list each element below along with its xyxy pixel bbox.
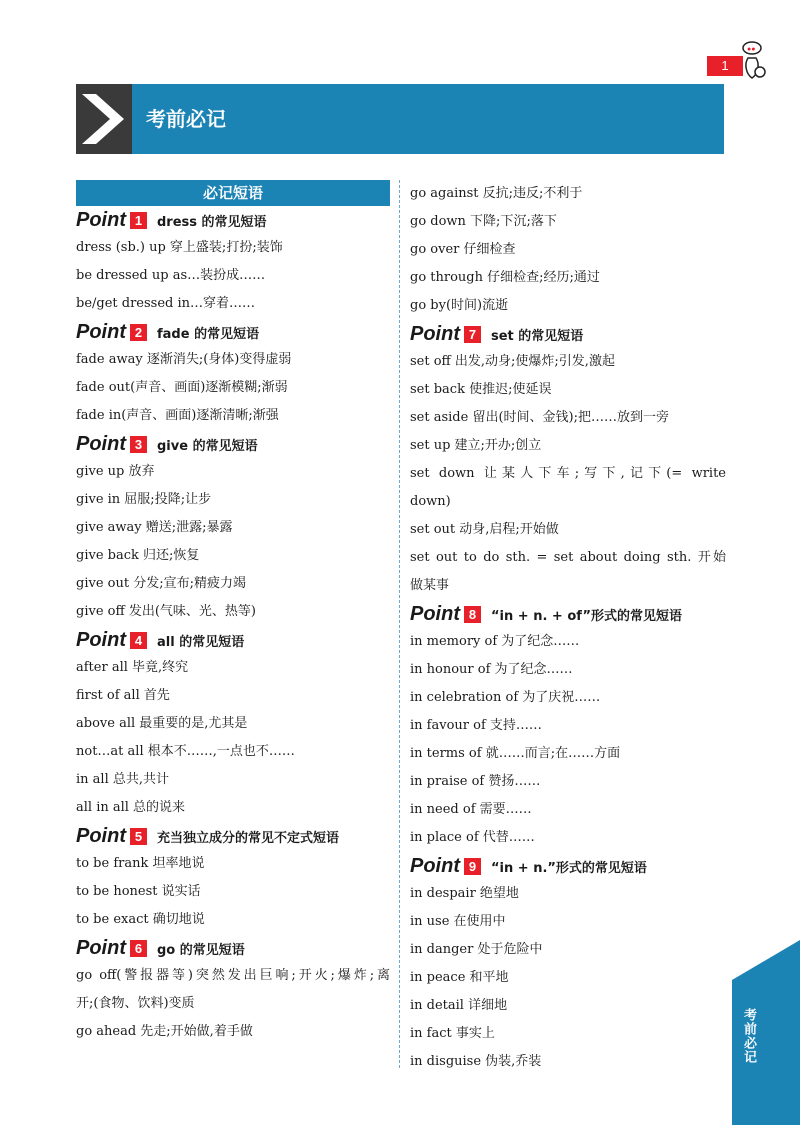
phrase-line: in fact 事实上 — [410, 1026, 495, 1041]
phrase-line: go ahead 先走;开始做,着手做 — [76, 1024, 253, 1039]
point-heading — [76, 430, 390, 458]
phrase-line: set down 让某人下车;写下,记下(= write — [410, 466, 726, 481]
point-number: 7 — [464, 326, 481, 343]
svg-text:●●: ●● — [747, 46, 756, 53]
phrase-line: in terms of 就……而言;在……方面 — [410, 746, 621, 761]
phrase-line: give off 发出(气味、光、热等) — [76, 604, 256, 619]
page-number: 1 — [707, 56, 743, 76]
phrase-line: go through 仔细检查;经历;通过 — [410, 270, 600, 285]
phrase-line: to be honest 说实话 — [76, 884, 201, 899]
phrase-line: in praise of 赞扬…… — [410, 774, 541, 789]
point-title: give 的常见短语 — [157, 438, 258, 454]
point-number: 9 — [464, 858, 481, 875]
phrase-line: go by(时间)流逝 — [410, 298, 509, 313]
point-heading — [410, 320, 726, 348]
left-column — [76, 180, 390, 1046]
banner-title: 考前必记 — [146, 107, 226, 131]
point-title: set 的常见短语 — [491, 328, 584, 344]
phrase-line: in memory of 为了纪念…… — [410, 634, 580, 649]
phrase-line: in use 在使用中 — [410, 914, 506, 929]
phrase-line: 开;(食物、饮料)变质 — [76, 996, 195, 1011]
right-column — [410, 180, 726, 1076]
point-title: “in + n.”形式的常见短语 — [491, 860, 647, 876]
phrase-line: in all 总共,共计 — [76, 772, 169, 787]
phrase-line: fade in(声音、画面)逐渐清晰;渐强 — [76, 408, 279, 423]
point-label: Point — [410, 854, 460, 877]
point-number: 3 — [130, 436, 147, 453]
point-title: “in + n. + of”形式的常见短语 — [491, 608, 683, 624]
point-title: 充当独立成分的常见不定式短语 — [157, 830, 340, 846]
banner-arrow-box — [76, 84, 132, 154]
point-heading — [76, 934, 390, 962]
phrase-line: in celebration of 为了庆祝…… — [410, 690, 601, 705]
phrase-line: set back 使推迟;使延误 — [410, 382, 552, 397]
phrase-line: be/get dressed in…穿着…… — [76, 296, 256, 311]
point-heading — [410, 852, 726, 880]
phrase-line: above all 最重要的是,尤其是 — [76, 716, 248, 731]
phrase-line: in peace 和平地 — [410, 970, 509, 985]
chevron-right-icon — [76, 84, 132, 154]
point-label: Point — [76, 628, 126, 651]
phrase-line: go down 下降;下沉;落下 — [410, 214, 557, 229]
chapter-banner — [76, 84, 724, 154]
section-header: 必记短语 — [76, 180, 390, 206]
point-number: 1 — [130, 212, 147, 229]
phrase-line: be dressed up as…装扮成…… — [76, 268, 266, 283]
phrase-line: fade away 逐渐消失;(身体)变得虚弱 — [76, 352, 292, 367]
point-label: Point — [76, 432, 126, 455]
point-label: Point — [76, 824, 126, 847]
phrase-line: give away 赠送;泄露;暴露 — [76, 520, 233, 535]
phrase-line: after all 毕竟,终究 — [76, 660, 189, 675]
phrase-line: go over 仔细检查 — [410, 242, 516, 257]
point-label: Point — [410, 322, 460, 345]
column-divider — [399, 180, 400, 1068]
phrase-line: set off 出发,动身;使爆炸;引发,激起 — [410, 354, 615, 369]
point-number: 2 — [130, 324, 147, 341]
point-title: fade 的常见短语 — [157, 326, 260, 342]
phrase-line: give out 分发;宣布;精疲力竭 — [76, 576, 246, 591]
phrase-line: in detail 详细地 — [410, 998, 508, 1013]
point-heading — [76, 318, 390, 346]
phrase-line: first of all 首先 — [76, 688, 170, 703]
phrase-line: set out 动身,启程;开始做 — [410, 522, 559, 537]
phrase-line: dress (sb.) up 穿上盛装;打扮;装饰 — [76, 240, 283, 255]
side-tab-label: 考前必记 — [741, 1008, 756, 1064]
point-label: Point — [76, 208, 126, 231]
phrase-line: all in all 总的说来 — [76, 800, 186, 815]
phrase-line: give in 屈服;投降;让步 — [76, 492, 212, 507]
phrase-line: 做某事 — [410, 578, 450, 593]
phrase-line: in place of 代替…… — [410, 830, 535, 845]
point-label: Point — [76, 936, 126, 959]
point-heading — [410, 600, 726, 628]
phrase-line: fade out(声音、画面)逐渐模糊;渐弱 — [76, 380, 288, 395]
phrase-line: not…at all 根本不……,一点也不…… — [76, 744, 295, 759]
phrase-line: go off(警报器等)突然发出巨响;开火;爆炸;离 — [76, 968, 390, 983]
phrase-line: give up 放弃 — [76, 464, 155, 479]
phrase-line: set out to do sth. = set about doing sth. 开始 — [410, 550, 726, 565]
point-label: Point — [76, 320, 126, 343]
phrase-line: set aside 留出(时间、金钱);把……放到一旁 — [410, 410, 669, 425]
point-number: 8 — [464, 606, 481, 623]
phrase-line: in need of 需要…… — [410, 802, 532, 817]
phrase-line: set up 建立;开办;创立 — [410, 438, 542, 453]
point-number: 4 — [130, 632, 147, 649]
point-title: all 的常见短语 — [157, 634, 245, 650]
phrase-line: in despair 绝望地 — [410, 886, 519, 901]
phrase-line: in favour of 支持…… — [410, 718, 542, 733]
phrase-line: to be frank 坦率地说 — [76, 856, 205, 871]
phrase-line: in danger 处于危险中 — [410, 942, 543, 957]
phrase-line: in disguise 伪装,乔装 — [410, 1054, 542, 1069]
phrase-line: give back 归还;恢复 — [76, 548, 200, 563]
point-title: dress 的常见短语 — [157, 214, 267, 230]
point-number: 6 — [130, 940, 147, 957]
phrase-line: go against 反抗;违反;不利于 — [410, 186, 583, 201]
point-heading — [76, 206, 390, 234]
phrase-line: down) — [410, 494, 451, 509]
mascot-icon — [738, 38, 770, 82]
point-label: Point — [410, 602, 460, 625]
point-title: go 的常见短语 — [157, 942, 245, 958]
point-heading — [76, 626, 390, 654]
phrase-line: in honour of 为了纪念…… — [410, 662, 573, 677]
phrase-line: to be exact 确切地说 — [76, 912, 205, 927]
point-heading — [76, 822, 390, 850]
point-number: 5 — [130, 828, 147, 845]
